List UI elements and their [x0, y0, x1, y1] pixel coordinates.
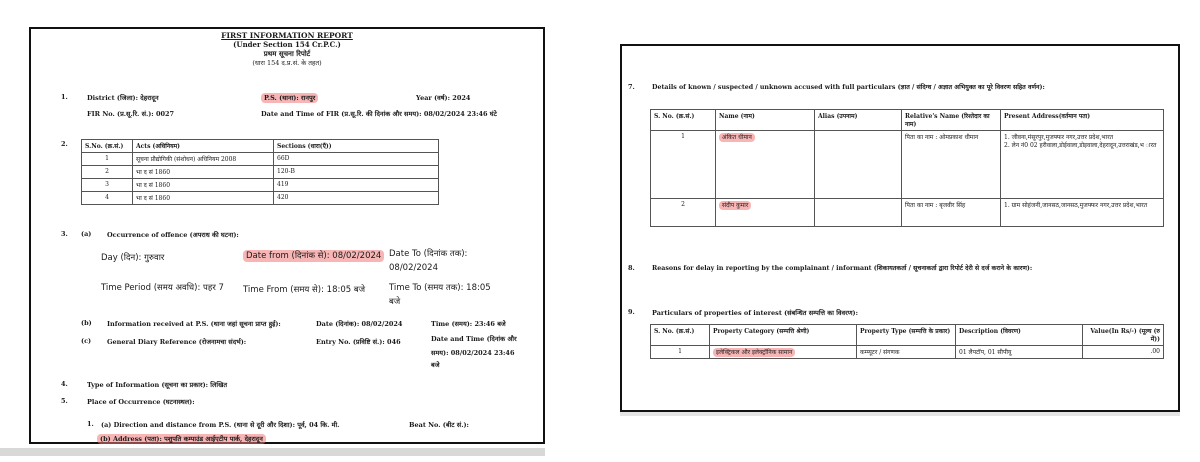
police-station: P.S. (थाना): रानपुर: [261, 93, 318, 103]
fir-page-2: [620, 44, 1180, 412]
delay-reasons: Reasons for delay in reporting by the complainant / informant (शिकायतकर्ता / सूचनाकर्ता द्वारा रिपोर्ट देरी से दर्ज कराने के कारण):: [652, 265, 1033, 272]
report-subtitle: (Under Section 154 Cr.P.C.): [233, 40, 341, 49]
occurrence-day: Day (दिन): गुरुवार: [101, 253, 165, 263]
gd-datetime-label: Date and Time (दिनांक और: [431, 335, 517, 343]
table-cell: [1001, 199, 1164, 227]
table-cell: [1001, 131, 1164, 199]
table-cell: 2: [651, 199, 716, 227]
table-cell: भा द सं 1860: [133, 166, 274, 179]
table-cell: [815, 131, 902, 199]
section-5-sub-number: 1.: [87, 420, 94, 428]
scan-edge-right: [620, 412, 1180, 416]
table-header: Present Address(वर्तमान पता): [1001, 110, 1164, 131]
table-cell: 2: [82, 166, 133, 179]
table-header: Relative's Name (रिश्तेदार का नाम): [902, 110, 1001, 131]
table-header: Acts (अधिनियम): [133, 140, 274, 153]
report-title: FIRST INFORMATION REPORT: [221, 31, 353, 40]
table-header: Sections (धारा(एँ)): [274, 140, 439, 153]
table-row: [82, 192, 439, 205]
occurrence-date-to-value: 08/02/2024: [389, 263, 438, 273]
property-table: [650, 324, 1164, 359]
section-1-number: 1.: [61, 93, 68, 101]
section-7-number: 7.: [628, 83, 635, 91]
time-to-unit: बजे: [389, 297, 401, 307]
table-cell: पिता का नाम : बृजवीर सिंह: [902, 199, 1001, 227]
address-line: 1. जीवना,मंसूरपुर,मुजफ्फर नगर,उत्तर प्रदेश,भारत: [1004, 134, 1114, 141]
table-header: S.No. (क्र.सं.): [82, 140, 133, 153]
table-header: Value(In Rs/-) (मूल्य (रु में)): [1083, 325, 1164, 346]
table-cell: 4: [82, 192, 133, 205]
acts-sections-table: [81, 139, 439, 205]
address-line: 1. ग्राम सोहंजनी,जानसठ,जानसठ,मुजफ्फर नगर,उत्तर प्रदेश,भारत: [1004, 202, 1148, 209]
table-cell: 419: [274, 179, 439, 192]
section-2-number: 2.: [61, 140, 68, 148]
table-cell: 66D: [274, 153, 439, 166]
occurrence-date-to-label: Date To (दिनांक तक):: [389, 249, 468, 259]
table-cell: 420: [274, 192, 439, 205]
section-3b-label: (b): [81, 319, 92, 327]
table-header: S. No. (क्र.सं.): [651, 325, 710, 346]
time-from: Time From (समय से): 18:05 बजे: [243, 285, 366, 295]
district: District (जिला): देहरादून: [87, 94, 159, 102]
accused-table: [650, 109, 1164, 227]
table-cell: 01 लैपटॉप, 01 सीपीयू: [956, 346, 1083, 359]
section-3a-label: (a): [81, 230, 92, 238]
time-period: Time Period (समय अवधि): पहर 7: [101, 283, 224, 293]
gd-datetime-value: समय): 08/02/2024 23:46: [431, 349, 515, 357]
table-row: [651, 199, 1164, 227]
table-cell: भा द सं 1860: [133, 192, 274, 205]
section-4-number: 4.: [61, 380, 68, 388]
table-row: [82, 179, 439, 192]
table-cell: [716, 199, 815, 227]
table-header: Property Type (सम्पत्ति के प्रकार): [857, 325, 956, 346]
gd-datetime-unit: बजे: [431, 361, 440, 369]
table-cell: पिता का नाम : ओमप्रकाश धीमान: [902, 131, 1001, 199]
table-row: [82, 166, 439, 179]
occurrence-address: (b) Address (पता): पशुपति कम्पाउंड आईएटीप पार्क, देहरादून: [97, 434, 266, 444]
fir-page-1: [29, 27, 545, 444]
property-heading: Particulars of properties of interest (संबन्धित सम्पत्ति का विवरण):: [652, 309, 858, 317]
beat-number: Beat No. (बीट सं.):: [409, 421, 469, 429]
table-header: Name (नाम): [716, 110, 815, 131]
table-row: [82, 153, 439, 166]
table-cell: सूचना प्रौद्योगिकी (संशोधन) अधिनियम 2008: [133, 153, 274, 166]
accused-name: संदीप कुमार: [719, 201, 751, 210]
time-to: Time To (समय तक): 18:05: [389, 283, 491, 293]
address-line: 2. लेन नं0 02 हरीवाला,डोईवाला,डोइवाला,देहरादून,उत्तराखंड,भ ारत: [1004, 142, 1157, 149]
direction-distance: (a) Direction and distance from P.S. (थाना से दूरी और दिशा): पूर्व, 04 कि. मी.: [101, 421, 340, 429]
table-cell: .00: [1083, 346, 1164, 359]
table-header: Property Category (सम्पत्ति श्रेणी): [710, 325, 857, 346]
property-category: इलेक्ट्रिकल और इलेक्ट्रॉनिक सामान: [713, 348, 795, 357]
occurrence-heading: Occurrence of offence (अपराध की घटना):: [107, 231, 239, 239]
table-cell: 1: [651, 131, 716, 199]
fir-datetime: Date and Time of FIR (प्र.सू.रि. की दिनांक और समय): 08/02/2024 23:46 घंटे: [261, 110, 497, 118]
table-cell: [716, 131, 815, 199]
table-cell: 3: [82, 179, 133, 192]
table-row: [651, 131, 1164, 199]
fir-number: FIR No. (प्र.सू.रि. सं.): 0027: [87, 110, 175, 118]
report-subtitle-hindi: (धारा 154 द.प्र.सं. के तहत): [252, 59, 322, 67]
table-header: Alias (उपनाम): [815, 110, 902, 131]
accused-heading: Details of known / suspected / unknown accused with full particulars (ज्ञात / संदिग्ध / अज्ञात अभियुक्त का पूरे विवरण सहित वर्णन):: [652, 84, 1045, 91]
table-cell: कम्प्यूटर / संगणक: [857, 346, 956, 359]
section-8-number: 8.: [628, 264, 635, 272]
table-cell: 120-B: [274, 166, 439, 179]
information-type: Type of Information (सूचना का प्रकार): लिखित: [87, 381, 228, 389]
table-cell: 1: [651, 346, 710, 359]
occurrence-date-from: Date from (दिनांक से): 08/02/2024: [243, 250, 384, 262]
accused-name: अंकित धीमान: [719, 133, 755, 142]
year: Year (वर्ष): 2024: [416, 94, 471, 102]
info-received: Information received at P.S. (थाना जहां सूचना प्राप्त हुई):: [107, 320, 281, 328]
table-cell: 1: [82, 153, 133, 166]
table-cell: [815, 199, 902, 227]
gd-entry-no: Entry No. (प्रविष्टि सं.): 046: [316, 338, 401, 346]
info-time: Time (समय): 23:46 बजे: [431, 320, 506, 328]
report-title-hindi: प्रथम सूचना रिपोर्ट: [263, 49, 311, 58]
place-of-occurrence: Place of Occurrence (घटनास्थल):: [87, 398, 195, 406]
table-row: [651, 346, 1164, 359]
section-3-number: 3.: [61, 230, 68, 238]
table-header: S. No. (क्र.सं.): [651, 110, 716, 131]
section-9-number: 9.: [628, 308, 635, 316]
table-cell: भा द सं 1860: [133, 179, 274, 192]
info-date: Date (दिनांक): 08/02/2024: [316, 320, 403, 328]
gd-reference: General Diary Reference (रोजनामचा संदर्भ):: [107, 338, 247, 346]
section-5-number: 5.: [61, 397, 68, 405]
table-header: Description (विवरण): [956, 325, 1083, 346]
section-3c-label: (c): [81, 337, 92, 345]
scan-edge: [0, 448, 545, 456]
table-cell: [710, 346, 857, 359]
